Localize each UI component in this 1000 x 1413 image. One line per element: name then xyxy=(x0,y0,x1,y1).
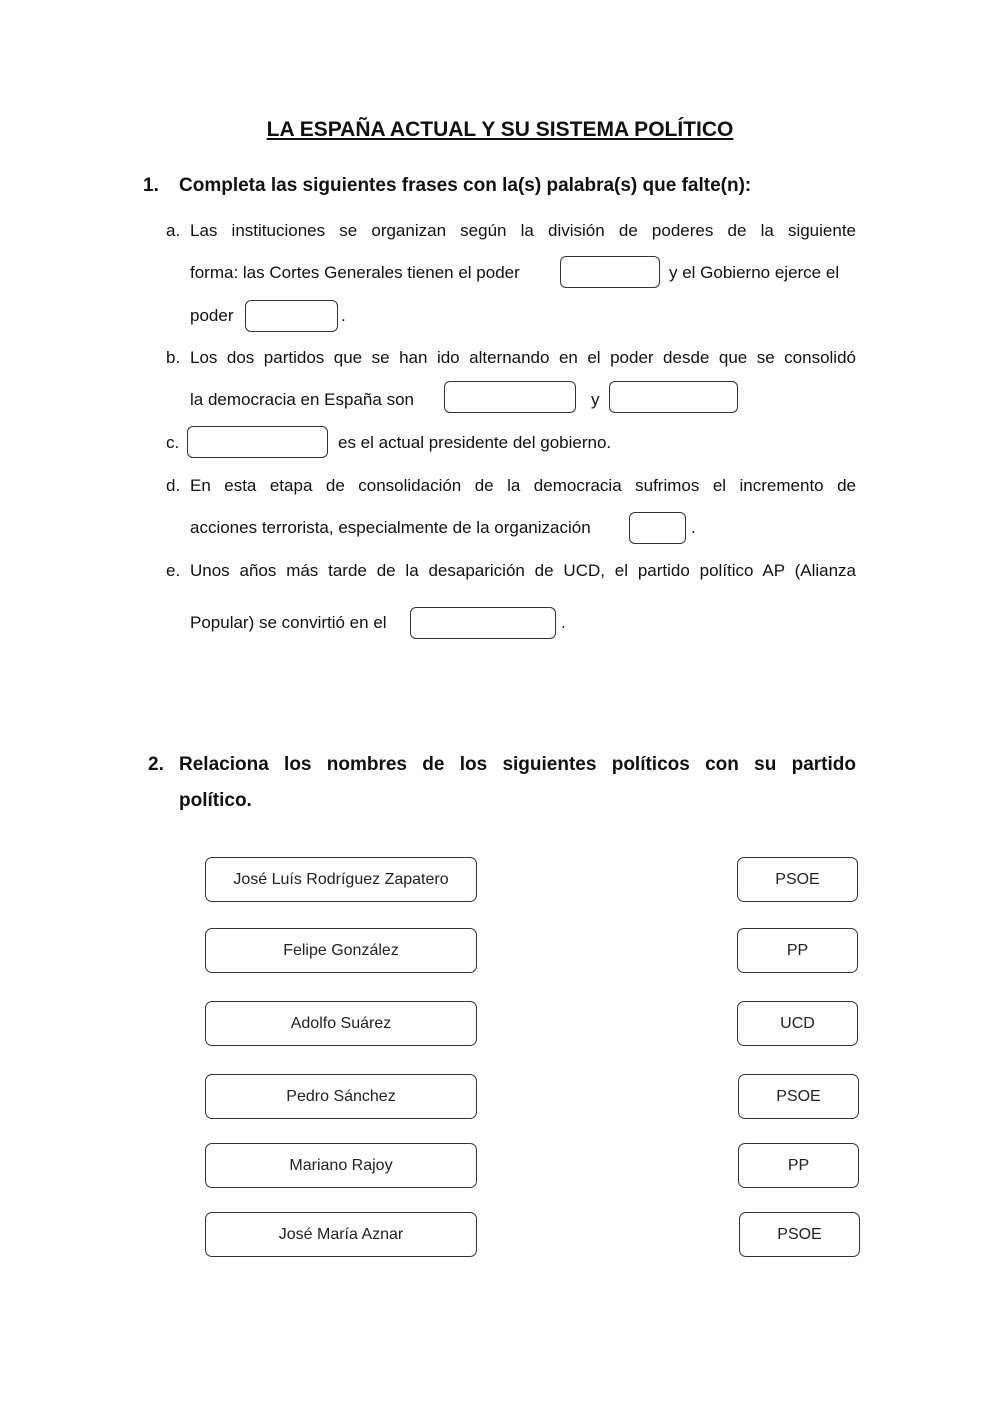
item-e-line2-pre: Popular) se convirtió en el xyxy=(190,613,387,632)
blank-b-party-1[interactable] xyxy=(444,381,576,413)
question-1-number: 1. xyxy=(143,175,159,196)
blank-d-organization[interactable] xyxy=(629,512,686,544)
item-a-line2-post: y el Gobierno ejerce el xyxy=(669,263,840,282)
party-card-1[interactable]: PSOE xyxy=(737,857,858,902)
item-c-text: es el actual presidente del gobierno. xyxy=(338,433,612,452)
party-card-2[interactable]: PP xyxy=(737,928,858,973)
politician-card-rajoy[interactable]: Mariano Rajoy xyxy=(205,1143,477,1188)
item-d-letter: d. xyxy=(166,476,181,495)
party-card-3[interactable]: UCD xyxy=(737,1001,858,1046)
item-b-line2-mid: y xyxy=(591,390,600,409)
item-d-line2-pre: acciones terrorista, especialmente de la organización xyxy=(190,518,591,537)
item-b-line1: Los dos partidos que se han ido alternando en el poder desde que se consolidó xyxy=(190,348,856,367)
politician-card-aznar[interactable]: José María Aznar xyxy=(205,1212,477,1257)
blank-e-party[interactable] xyxy=(410,607,556,639)
politician-card-sanchez[interactable]: Pedro Sánchez xyxy=(205,1074,477,1119)
question-2-heading-line2: político. xyxy=(179,790,252,811)
blank-a-executive[interactable] xyxy=(245,300,338,332)
item-e-line1: Unos años más tarde de la desaparición de UCD, el partido político AP (Alianza xyxy=(190,561,856,580)
item-a-line3-pre: poder xyxy=(190,306,234,325)
item-d-line1: En esta etapa de consolidación de la democracia sufrimos el incremento de xyxy=(190,476,856,495)
question-1-heading: Completa las siguientes frases con la(s) palabra(s) que falte(n): xyxy=(179,175,752,196)
party-card-4[interactable]: PSOE xyxy=(738,1074,859,1119)
politician-card-zapatero[interactable]: José Luís Rodríguez Zapatero xyxy=(205,857,477,902)
blank-a-legislative[interactable] xyxy=(560,256,660,288)
party-card-5[interactable]: PP xyxy=(738,1143,859,1188)
party-card-6[interactable]: PSOE xyxy=(739,1212,860,1257)
item-a-line1: Las instituciones se organizan según la división de poderes de la siguiente xyxy=(190,221,856,240)
question-2-heading-line1: Relaciona los nombres de los siguientes políticos con su partido xyxy=(179,754,856,775)
blank-c-president[interactable] xyxy=(187,426,328,458)
item-a-letter: a. xyxy=(166,221,181,240)
politician-card-gonzalez[interactable]: Felipe González xyxy=(205,928,477,973)
page-title: LA ESPAÑA ACTUAL Y SU SISTEMA POLÍTICO xyxy=(266,118,734,141)
blank-b-party-2[interactable] xyxy=(609,381,738,413)
item-a-line2-pre: forma: las Cortes Generales tienen el poder xyxy=(190,263,520,282)
item-b-line2-pre: la democracia en España son xyxy=(190,390,414,409)
item-e-letter: e. xyxy=(166,561,181,580)
item-b-letter: b. xyxy=(166,348,181,367)
item-d-line2-post: . xyxy=(691,518,696,537)
politician-card-suarez[interactable]: Adolfo Suárez xyxy=(205,1001,477,1046)
item-a-line3-post: . xyxy=(341,306,346,325)
item-c-letter: c. xyxy=(166,433,180,452)
question-2-number: 2. xyxy=(148,754,164,775)
item-e-line2-post: . xyxy=(561,613,566,632)
